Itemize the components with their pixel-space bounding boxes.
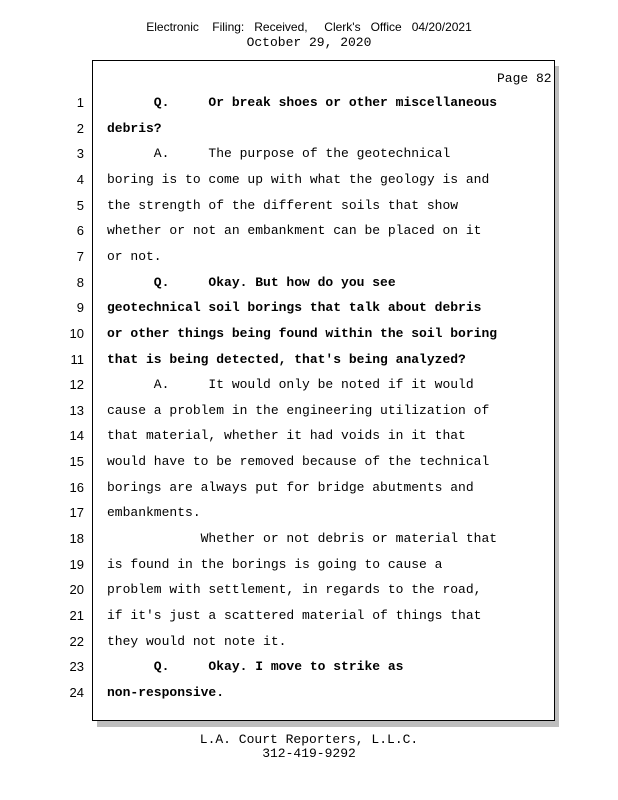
transcript-line: is found in the borings is going to cause a	[107, 556, 443, 572]
line-number: 8	[76, 274, 84, 290]
transcript-line: Q. Or break shoes or other miscellaneous	[107, 95, 498, 110]
transcript-line: they would not note it.	[107, 633, 287, 649]
line-number: 2	[76, 120, 84, 136]
transcript-line: that is being detected, that's being analyzed?	[107, 351, 466, 367]
transcript-line: or other things being found within the soil boring	[107, 325, 498, 341]
line-number: 13	[69, 402, 84, 418]
line-number: 7	[76, 248, 84, 264]
line-number: 19	[69, 556, 84, 572]
line-number: 21	[69, 608, 84, 623]
transcript-line: A. The purpose of the geotechnical	[107, 146, 451, 162]
line-number: 22	[69, 633, 84, 649]
transcript-line: the strength of the different soils that show	[107, 197, 459, 213]
line-number: 6	[76, 223, 84, 239]
transcript-line: that material, whether it had voids in it that	[107, 428, 466, 444]
line-number: 17	[69, 505, 84, 521]
transcript-line: whether or not an embankment can be placed on it	[107, 223, 482, 239]
transcript-line: A. It would only be noted if it would	[107, 377, 474, 393]
transcript-line: if it's just a scattered material of things that	[107, 608, 482, 623]
transcript-line: problem with settlement, in regards to the road,	[107, 582, 482, 598]
transcript-line: Q. Okay. But how do you see	[107, 274, 396, 290]
transcript-line: borings are always put for bridge abutments and	[107, 479, 474, 495]
transcript-line: debris?	[107, 120, 162, 136]
transcript-line: or not.	[107, 248, 162, 264]
filing-stamp: Electronic Filing: Received, Clerk's Office 04/20/2021	[146, 20, 472, 34]
line-number: 5	[76, 197, 84, 213]
transcript-line: cause a problem in the engineering utilization of	[107, 402, 490, 418]
transcript-line: would have to be removed because of the technical	[107, 454, 490, 470]
transcript-date: October 29, 2020	[246, 35, 372, 50]
line-number: 18	[69, 531, 84, 546]
page-number: Page 82	[497, 71, 552, 86]
line-number: 24	[69, 684, 84, 700]
line-number: 9	[76, 300, 84, 316]
line-number: 12	[69, 377, 84, 393]
transcript-line: boring is to come up with what the geology is and	[107, 171, 490, 187]
line-number: 11	[70, 351, 84, 367]
line-number: 20	[69, 582, 84, 598]
footer-company: L.A. Court Reporters, L.L.C.	[199, 732, 419, 747]
line-number: 16	[69, 479, 84, 495]
transcript-line: Q. Okay. I move to strike as	[107, 659, 404, 675]
line-number: 14	[69, 428, 84, 444]
line-number: 3	[76, 146, 84, 162]
line-number: 15	[69, 454, 84, 470]
transcript-line: embankments.	[107, 505, 201, 521]
line-number: 23	[69, 659, 84, 675]
line-number: 4	[76, 171, 84, 187]
footer-phone: 312-419-9292	[262, 746, 356, 761]
transcript-line: Whether or not debris or material that	[107, 531, 498, 546]
transcript-line: non-responsive.	[107, 684, 225, 700]
transcript-line: geotechnical soil borings that talk about debris	[107, 300, 482, 316]
line-number: 10	[69, 325, 84, 341]
line-number: 1	[76, 95, 84, 110]
